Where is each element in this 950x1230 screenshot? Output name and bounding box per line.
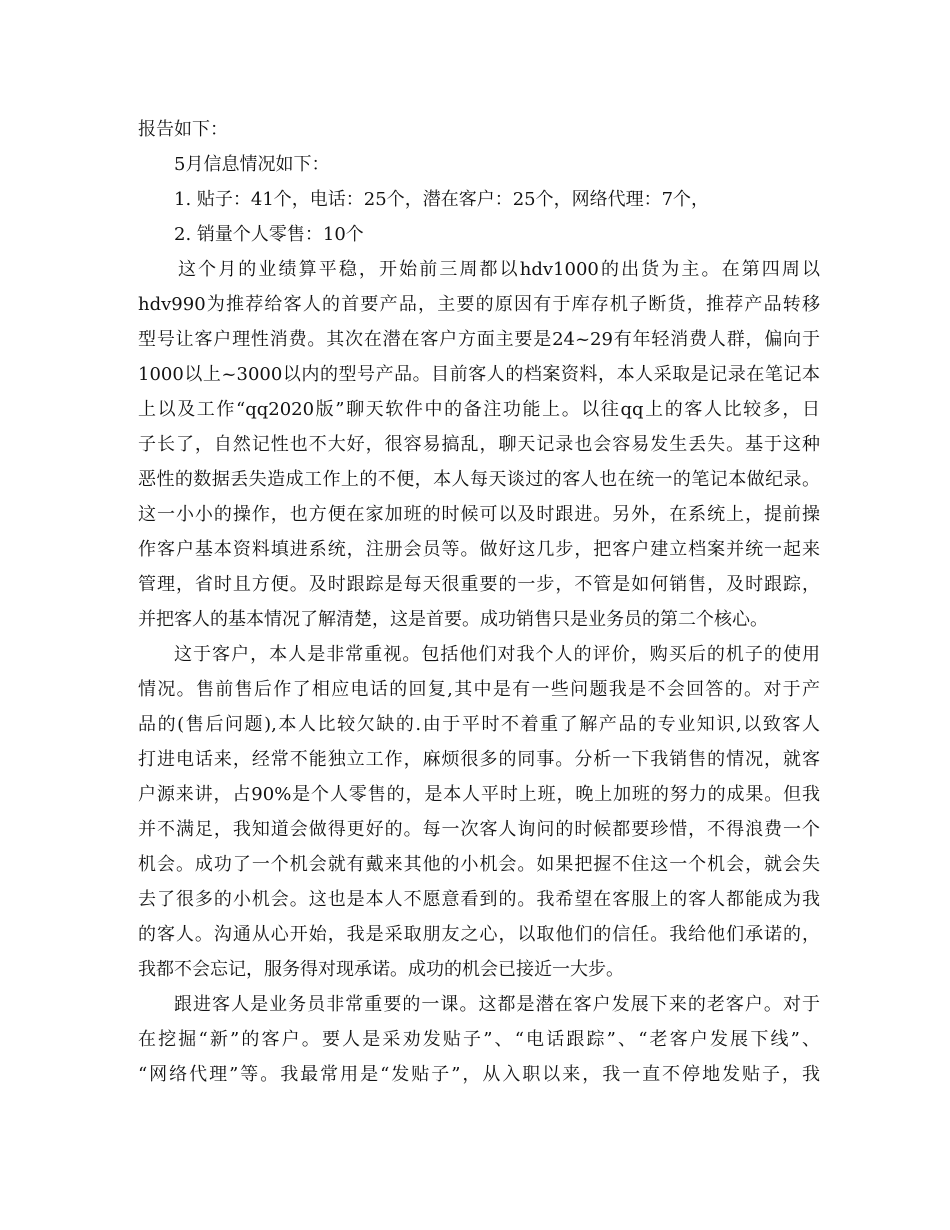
text-line: 这一小小的操作，也方便在家加班的时候可以及时跟进。另外，在系统上，提前操 [138, 504, 820, 525]
text-line: 型号让客户理性消费。其次在潜在客户方面主要是24~29有年轻消费人群，偏向于 [138, 329, 820, 350]
text-line: 跟进客人是业务员非常重要的一课。这都是潜在客户发展下来的老客户。对于 [174, 994, 820, 1015]
text-line: 情况。售前售后作了相应电话的回复,其中是有一些问题我是不会回答的。对于产 [138, 679, 820, 700]
document-body [138, 112, 820, 1092]
text-line: 打进电话来，经常不能独立工作，麻烦很多的同事。分析一下我销售的情况，就客 [138, 749, 820, 770]
text-line: 我都不会忘记，服务得对现承诺。成功的机会已接近一大步。 [138, 959, 624, 980]
text-line: 的客人。沟通从心开始，我是采取朋友之心，以取他们的信任。我给他们承诺的， [138, 924, 820, 945]
text-line: “网络代理”等。我最常用是“发贴子”，从入职以来，我一直不停地发贴子，我 [138, 1064, 820, 1085]
text-line: 1. 贴子：41个，电话：25个，潜在客户：25个，网络代理：7个， [174, 189, 710, 210]
text-line: 上以及工作“qq2020版”聊天软件中的备注功能上。以往qq上的客人比较多，日 [138, 399, 820, 420]
text-line: 5月信息情况如下： [174, 154, 330, 175]
text-line: 并把客人的基本情况了解清楚，这是首要。成功销售只是业务员的第二个核心。 [138, 609, 768, 630]
text-line: 这于客户，本人是非常重视。包括他们对我个人的评价，购买后的机子的使用 [174, 644, 820, 665]
text-line: 品的(售后问题),本人比较欠缺的.由于平时不着重了解产品的专业知识,以致客人 [138, 714, 820, 735]
text-line: 这个月的业绩算平稳，开始前三周都以hdv1000的出货为主。在第四周以 [178, 259, 820, 280]
text-line: 作客户基本资料填进系统，注册会员等。做好这几步，把客户建立档案并统一起来 [138, 539, 820, 560]
text-line: 管理，省时且方便。及时跟踪是每天很重要的一步，不管是如何销售，及时跟踪， [138, 574, 820, 595]
text-line: 2. 销量个人零售：10个 [174, 224, 364, 245]
text-line: 1000以上~3000以内的型号产品。目前客人的档案资料，本人采取是记录在笔记本 [138, 364, 820, 385]
text-line: 户源来讲，占90%是个人零售的，是本人平时上班，晚上加班的努力的成果。但我 [138, 784, 820, 805]
text-line: 子长了，自然记性也不大好，很容易搞乱，聊天记录也会容易发生丢失。基于这种 [138, 434, 820, 455]
text-line: 并不满足，我知道会做得更好的。每一次客人询问的时候都要珍惜，不得浪费一个 [138, 819, 820, 840]
text-line: 在挖掘“新”的客户。要人是采劝发贴子”、“电话跟踪”、“老客户发展下线”、 [138, 1029, 820, 1050]
text-line: 机会。成功了一个机会就有戴来其他的小机会。如果把握不住这一个机会，就会失 [138, 854, 820, 875]
text-line: 报告如下： [138, 119, 228, 140]
text-line: hdv990为推荐给客人的首要产品，主要的原因有于库存机子断货，推荐产品转移 [138, 294, 820, 315]
text-line: 去了很多的小机会。这也是本人不愿意看到的。我希望在客服上的客人都能成为我 [138, 889, 820, 910]
text-line: 恶性的数据丢失造成工作上的不便，本人每天谈过的客人也在统一的笔记本做纪录。 [138, 469, 820, 490]
